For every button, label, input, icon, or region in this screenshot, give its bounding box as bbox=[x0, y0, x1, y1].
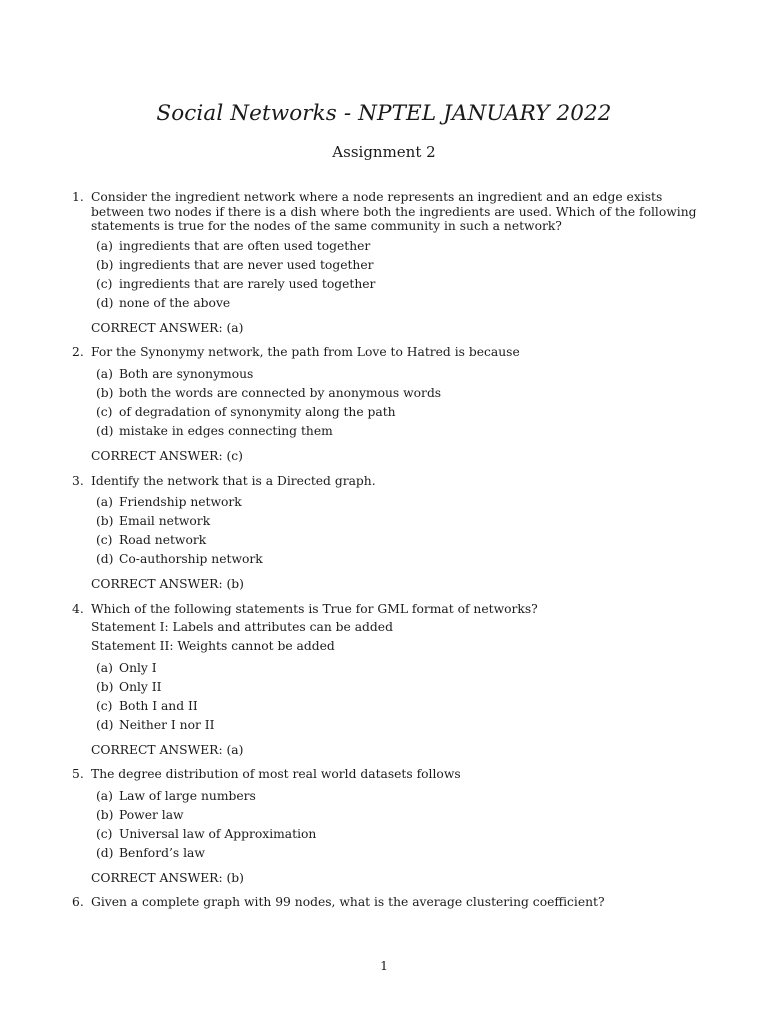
option-text: Both I and II bbox=[119, 698, 198, 713]
option-list bbox=[0, 661, 768, 737]
option-label: (a) bbox=[96, 660, 113, 675]
option-text: Law of large numbers bbox=[119, 788, 256, 803]
question-3 bbox=[0, 474, 768, 592]
option-label: (d) bbox=[96, 295, 114, 310]
option-list bbox=[0, 367, 768, 443]
option-text: Benford’s law bbox=[119, 845, 205, 860]
option-c bbox=[0, 277, 768, 296]
option-c bbox=[0, 827, 768, 846]
option-a bbox=[0, 495, 768, 514]
option-text: Road network bbox=[119, 533, 207, 548]
option-label: (b) bbox=[96, 679, 114, 694]
option-d bbox=[0, 424, 768, 443]
option-b bbox=[0, 680, 768, 699]
option-text: of degradation of synonymity along the path bbox=[119, 404, 396, 419]
option-d bbox=[0, 846, 768, 865]
option-label: (c) bbox=[96, 276, 113, 291]
correct-answer: CORRECT ANSWER: (b) bbox=[91, 577, 244, 592]
question-6 bbox=[0, 895, 768, 910]
option-a bbox=[0, 367, 768, 386]
question-text: Identify the network that is a Directed graph. bbox=[91, 473, 376, 488]
option-text: Power law bbox=[119, 807, 184, 822]
option-text: ingredients that are often used together bbox=[119, 238, 371, 253]
question-text: Given a complete graph with 99 nodes, what is the average clustering coefficient? bbox=[91, 895, 605, 910]
correct-answer: CORRECT ANSWER: (c) bbox=[91, 448, 243, 463]
option-b bbox=[0, 514, 768, 533]
option-label: (c) bbox=[96, 533, 113, 548]
option-label: (b) bbox=[96, 385, 114, 400]
option-text: ingredients that are never used together bbox=[119, 257, 374, 272]
question-number: 6. bbox=[72, 895, 84, 910]
option-c bbox=[0, 699, 768, 718]
correct-answer: CORRECT ANSWER: (a) bbox=[91, 742, 244, 757]
option-a bbox=[0, 661, 768, 680]
statement-2: Statement II: Weights cannot be added bbox=[91, 638, 335, 653]
option-label: (a) bbox=[96, 366, 113, 381]
assignment-subtitle: Assignment 2 bbox=[332, 143, 436, 161]
option-list bbox=[0, 789, 768, 865]
option-a bbox=[0, 239, 768, 258]
question-1 bbox=[0, 190, 768, 335]
option-label: (b) bbox=[96, 807, 114, 822]
statement-1: Statement I: Labels and attributes can be added bbox=[91, 620, 393, 635]
option-list bbox=[0, 495, 768, 571]
option-label: (d) bbox=[96, 423, 114, 438]
option-label: (c) bbox=[96, 826, 113, 841]
option-label: (c) bbox=[96, 698, 113, 713]
option-text: Only I bbox=[119, 660, 157, 675]
correct-answer: CORRECT ANSWER: (b) bbox=[91, 870, 244, 885]
option-c bbox=[0, 533, 768, 552]
option-label: (d) bbox=[96, 845, 114, 860]
option-text: mistake in edges connecting them bbox=[119, 423, 333, 438]
question-number: 2. bbox=[72, 345, 84, 360]
question-number: 4. bbox=[72, 601, 84, 616]
document-title: Social Networks - NPTEL JANUARY 2022 bbox=[156, 101, 612, 126]
option-label: (a) bbox=[96, 238, 113, 253]
option-label: (a) bbox=[96, 788, 113, 803]
option-text: Both are synonymous bbox=[119, 366, 254, 381]
question-4 bbox=[0, 602, 768, 757]
option-text: both the words are connected by anonymous words bbox=[119, 385, 442, 400]
option-text: Email network bbox=[119, 514, 211, 529]
option-label: (b) bbox=[96, 257, 114, 272]
question-text: For the Synonymy network, the path from Love to Hatred is because bbox=[91, 345, 520, 360]
option-text: Co-authorship network bbox=[119, 552, 263, 567]
option-d bbox=[0, 718, 768, 737]
correct-answer: CORRECT ANSWER: (a) bbox=[91, 320, 244, 335]
option-text: ingredients that are rarely used together bbox=[119, 276, 376, 291]
question-number: 1. bbox=[72, 190, 84, 204]
question-list bbox=[0, 190, 768, 910]
question-number: 5. bbox=[72, 767, 84, 782]
option-c bbox=[0, 405, 768, 424]
option-a bbox=[0, 789, 768, 808]
option-text: none of the above bbox=[119, 295, 231, 310]
option-b bbox=[0, 386, 768, 405]
page-number: 1 bbox=[380, 959, 388, 973]
option-text: Neither I nor II bbox=[119, 717, 215, 732]
option-d bbox=[0, 296, 768, 315]
question-text: Consider the ingredient network where a node represents an ingredient and an edge exists between two nodes if there is a dish where both the ingredients are used. Which of the following statements is true for the nodes of the same community in such a network? bbox=[91, 190, 697, 234]
question-5 bbox=[0, 767, 768, 885]
question-2 bbox=[0, 345, 768, 463]
question-text: Which of the following statements is True for GML format of networks? bbox=[91, 601, 538, 616]
option-list bbox=[0, 239, 768, 315]
option-label: (a) bbox=[96, 495, 113, 510]
option-label: (d) bbox=[96, 552, 114, 567]
question-number: 3. bbox=[72, 473, 84, 488]
option-d bbox=[0, 552, 768, 571]
option-label: (c) bbox=[96, 404, 113, 419]
option-label: (d) bbox=[96, 717, 114, 732]
option-text: Friendship network bbox=[119, 495, 242, 510]
option-label: (b) bbox=[96, 514, 114, 529]
option-b bbox=[0, 258, 768, 277]
option-text: Only II bbox=[119, 679, 162, 694]
question-text: The degree distribution of most real world datasets follows bbox=[91, 767, 461, 782]
option-b bbox=[0, 808, 768, 827]
option-text: Universal law of Approximation bbox=[119, 826, 317, 841]
